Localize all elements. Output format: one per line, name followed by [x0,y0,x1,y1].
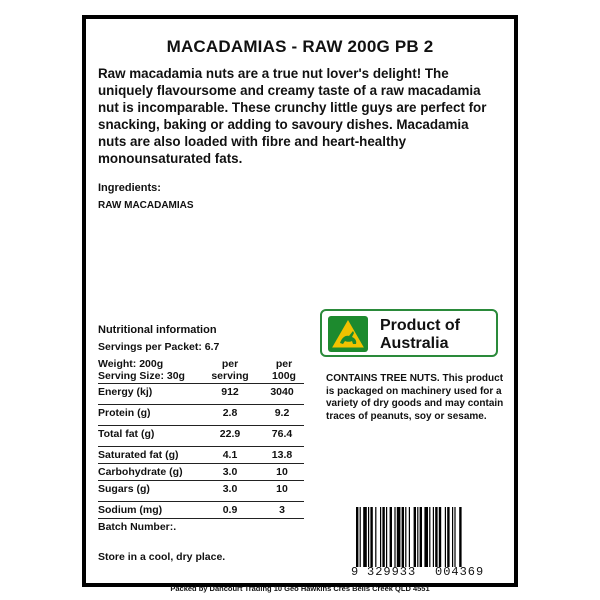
nutrient-name: Sodium (mg) [98,502,200,519]
nutrition-title: Nutritional information [98,324,217,336]
per-serving-value: 4.1 [200,447,260,464]
per-100g-value: 10 [260,464,304,481]
allergen-statement: CONTAINS TREE NUTS. This product is packaged on machinery used for a variety of dry goods and may contain traces of peanuts, soy or sesame. [326,373,504,422]
per-serving-value: 3.0 [200,481,260,498]
nutrient-name: Carbohydrate (g) [98,464,200,481]
per-100g-header-line1: per [275,358,293,370]
nutrient-name: Sugars (g) [98,481,200,498]
per-100g-header [260,358,308,382]
weight-label: Weight: 200g [98,358,164,370]
per-100g-value: 3 [260,502,304,519]
nutrient-name: Energy (kj) [98,384,200,401]
packed-by: Packed by Dancourt Trading 10 Geo Hawkins Cres Bells Creek QLD 4551 [170,584,430,593]
product-description: Raw macadamia nuts are a true nut lover's delight! The uniquely flavoursome and creamy taste of a raw macadamia nut is incomparable. These crunchy little guys are perfect for snacking, baking or adding to savoury dishes. Macadamia nuts are also loaded with fibre and heart-healthy monounsaturated fats. [98,66,487,166]
storage-instructions: Store in a cool, dry place. [98,551,226,563]
per-100g-value: 13.8 [260,447,304,464]
product-title: MACADAMIAS - RAW 200G PB 2 [166,37,434,56]
per-100g-value: 3040 [260,384,304,401]
per-100g-value: 76.4 [260,426,304,443]
table-row [98,384,304,401]
nutrition-table [98,383,304,519]
origin-text [380,317,460,353]
serving-size-label: Serving Size: 30g [98,370,185,382]
origin-line2: Australia [380,335,449,352]
per-serving-value: 3.0 [200,464,260,481]
table-row [98,481,304,498]
table-row [98,502,304,519]
per-serving-value: 912 [200,384,260,401]
per-serving-value: 22.9 [200,426,260,443]
table-row [98,405,304,422]
nutrient-name: Saturated fat (g) [98,447,200,464]
ingredients-heading: Ingredients: [98,182,161,194]
servings-per-packet: Servings per Packet: 6.7 [98,341,220,353]
table-row [98,426,304,443]
product-label [82,15,518,593]
origin-line1: Product of [380,317,460,334]
nutrient-name: Total fat (g) [98,426,200,443]
per-100g-header-line2: 100g [272,370,296,382]
table-row [98,447,304,464]
kangaroo-triangle-icon [328,316,368,352]
per-serving-value: 0.9 [200,502,260,519]
per-serving-value: 2.8 [200,405,260,422]
batch-number: Batch Number:. [98,521,177,533]
barcode-left-group: 329933 [367,565,417,579]
barcode-right-group: 004369 [435,565,485,579]
table-row [98,464,304,481]
per-100g-value: 9.2 [260,405,304,422]
per-serving-header-line1: per [221,358,239,370]
per-serving-header [200,358,260,382]
product-of-australia-badge [320,309,498,357]
weight-serving-labels [98,358,185,382]
per-serving-header-line2: serving [211,370,249,382]
barcode-first-digit: 9 [351,565,360,579]
ingredients-text: RAW MACADAMIAS [98,200,194,211]
per-100g-value: 10 [260,481,304,498]
barcode [356,507,498,567]
nutrient-name: Protein (g) [98,405,200,422]
